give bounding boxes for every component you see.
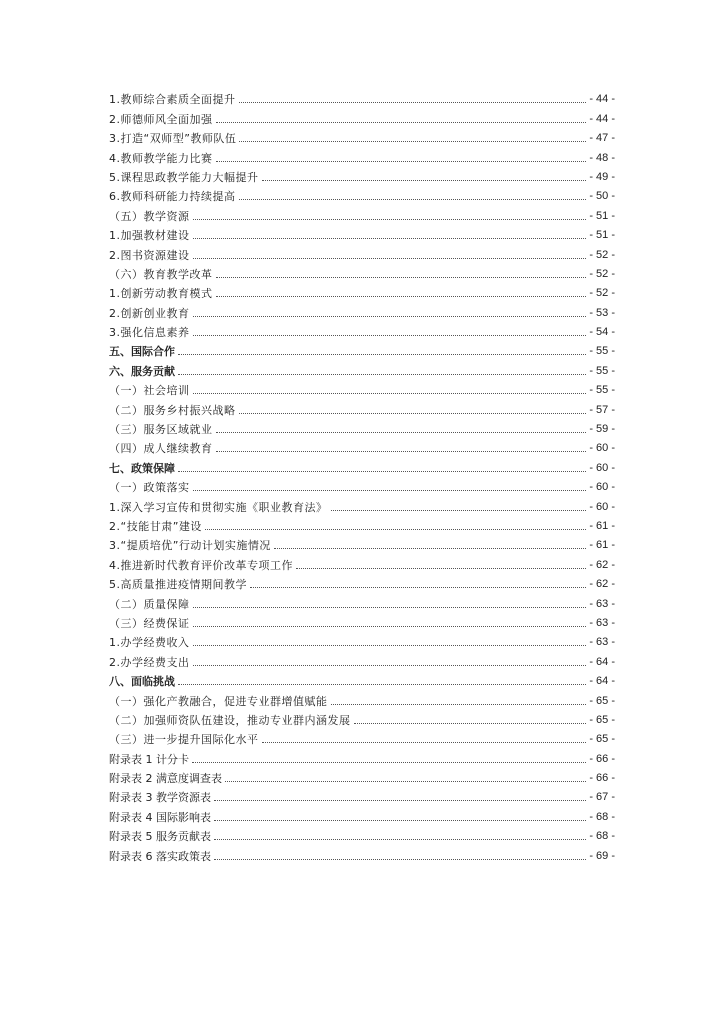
toc-entry-page-number: - 57 - <box>589 403 615 416</box>
toc-entry-title: 五、国际合作 <box>109 345 175 359</box>
toc-entry[interactable] <box>109 572 615 591</box>
toc-entry-page-number: - 50 - <box>589 190 615 203</box>
table-of-contents <box>109 87 615 863</box>
toc-entry-title: 5.课程思政教学能力大幅提升 <box>109 170 259 184</box>
dot-leader <box>262 742 587 743</box>
toc-entry[interactable] <box>109 106 615 125</box>
dot-leader <box>216 161 587 162</box>
toc-entry[interactable] <box>109 203 615 222</box>
dot-leader <box>178 471 586 472</box>
toc-entry[interactable] <box>109 688 615 707</box>
toc-entry-title: 1.教师综合素质全面提升 <box>109 93 236 107</box>
toc-entry-page-number: - 63 - <box>589 616 615 629</box>
toc-entry-title: 1.加强教材建设 <box>109 229 190 243</box>
toc-entry-page-number: - 51 - <box>589 209 615 222</box>
toc-entry[interactable] <box>109 358 615 377</box>
toc-entry[interactable] <box>109 455 615 474</box>
dot-leader <box>214 859 586 860</box>
toc-entry[interactable] <box>109 320 615 339</box>
toc-entry-title: 6.教师科研能力持续提高 <box>109 190 236 204</box>
toc-entry[interactable] <box>109 708 615 727</box>
toc-entry-page-number: - 44 - <box>589 93 615 106</box>
toc-entry[interactable] <box>109 514 615 533</box>
toc-entry-page-number: - 52 - <box>589 248 615 261</box>
toc-entry-title: 5.高质量推进疫情期间教学 <box>109 578 247 592</box>
toc-entry-page-number: - 52 - <box>589 267 615 280</box>
dot-leader <box>205 529 586 530</box>
toc-entry-page-number: - 55 - <box>589 345 615 358</box>
toc-entry-page-number: - 53 - <box>589 306 615 319</box>
toc-entry-title: （五）教学资源 <box>109 209 190 223</box>
toc-entry[interactable] <box>109 630 615 649</box>
dot-leader <box>192 762 586 763</box>
toc-entry[interactable] <box>109 436 615 455</box>
toc-entry[interactable] <box>109 184 615 203</box>
toc-entry-page-number: - 59 - <box>589 423 615 436</box>
toc-entry[interactable] <box>109 649 615 668</box>
toc-entry-page-number: - 63 - <box>589 597 615 610</box>
toc-entry[interactable] <box>109 611 615 630</box>
toc-entry-title: 七、政策保障 <box>109 461 175 475</box>
toc-entry-page-number: - 48 - <box>589 151 615 164</box>
toc-entry-title: 附录表 5 服务贡献表 <box>109 830 211 844</box>
toc-entry-page-number: - 60 - <box>589 500 615 513</box>
toc-entry[interactable] <box>109 281 615 300</box>
toc-entry-title: （四）成人继续教育 <box>109 442 213 456</box>
toc-entry-title: （二）质量保障 <box>109 597 190 611</box>
dot-leader <box>216 451 587 452</box>
toc-entry-title: 2.“技能甘肃”建设 <box>109 519 202 533</box>
toc-entry[interactable] <box>109 223 615 242</box>
dot-leader <box>178 684 586 685</box>
toc-entry-page-number: - 62 - <box>589 578 615 591</box>
toc-entry-title: 4.教师教学能力比赛 <box>109 151 213 165</box>
toc-entry[interactable] <box>109 87 615 106</box>
toc-entry-page-number: - 52 - <box>589 287 615 300</box>
toc-entry-page-number: - 66 - <box>589 752 615 765</box>
toc-entry-title: （三）进一步提升国际化水平 <box>109 733 259 747</box>
toc-entry[interactable] <box>109 475 615 494</box>
dot-leader <box>274 548 586 549</box>
toc-entry-title: 2.师德师风全面加强 <box>109 112 213 126</box>
toc-entry-title: 附录表 2 满意度调查表 <box>109 772 222 786</box>
dot-leader <box>331 704 587 705</box>
toc-entry[interactable] <box>109 378 615 397</box>
toc-entry[interactable] <box>109 669 615 688</box>
toc-entry[interactable] <box>109 533 615 552</box>
dot-leader <box>239 199 587 200</box>
toc-entry-title: 附录表 6 落实政策表 <box>109 849 211 863</box>
toc-entry-page-number: - 61 - <box>589 539 615 552</box>
toc-entry-page-number: - 64 - <box>589 655 615 668</box>
toc-entry[interactable] <box>109 165 615 184</box>
toc-entry[interactable] <box>109 824 615 843</box>
toc-entry[interactable] <box>109 300 615 319</box>
toc-entry-page-number: - 44 - <box>589 112 615 125</box>
dot-leader <box>216 432 587 433</box>
toc-entry-title: （二）加强师资队伍建设，推动专业群内涵发展 <box>109 713 351 727</box>
toc-entry[interactable] <box>109 766 615 785</box>
dot-leader <box>193 626 587 627</box>
toc-entry-title: （一）社会培训 <box>109 384 190 398</box>
dot-leader <box>239 413 587 414</box>
toc-entry[interactable] <box>109 727 615 746</box>
toc-entry[interactable] <box>109 494 615 513</box>
dot-leader <box>193 490 587 491</box>
toc-entry-title: 附录表 4 国际影响表 <box>109 810 211 824</box>
toc-entry-page-number: - 67 - <box>589 791 615 804</box>
dot-leader <box>193 219 587 220</box>
dot-leader <box>331 510 587 511</box>
toc-entry[interactable] <box>109 339 615 358</box>
toc-entry-title: 3.强化信息素养 <box>109 326 190 340</box>
toc-entry-title: 2.办学经费支出 <box>109 655 190 669</box>
toc-entry-title: 2.图书资源建设 <box>109 248 190 262</box>
dot-leader <box>193 665 587 666</box>
toc-entry-page-number: - 55 - <box>589 384 615 397</box>
toc-entry[interactable] <box>109 126 615 145</box>
dot-leader <box>354 723 587 724</box>
toc-entry-page-number: - 49 - <box>589 170 615 183</box>
toc-entry-title: 附录表 3 教学资源表 <box>109 791 211 805</box>
toc-entry[interactable] <box>109 397 615 416</box>
dot-leader <box>214 820 586 821</box>
toc-entry-page-number: - 64 - <box>589 675 615 688</box>
dot-leader <box>239 141 586 142</box>
dot-leader <box>193 316 587 317</box>
toc-entry-title: 2.创新创业教育 <box>109 306 190 320</box>
toc-entry-title: 1.创新劳动教育模式 <box>109 287 213 301</box>
dot-leader <box>214 800 586 801</box>
toc-entry-title: 1.办学经费收入 <box>109 636 190 650</box>
dot-leader <box>296 568 586 569</box>
toc-entry-page-number: - 54 - <box>589 326 615 339</box>
toc-entry-page-number: - 62 - <box>589 558 615 571</box>
toc-entry[interactable] <box>109 242 615 261</box>
toc-entry-title: （三）经费保证 <box>109 616 190 630</box>
toc-entry[interactable] <box>109 417 615 436</box>
toc-entry-title: （三）服务区域就业 <box>109 423 213 437</box>
toc-entry[interactable] <box>109 591 615 610</box>
toc-entry[interactable] <box>109 262 615 281</box>
dot-leader <box>239 102 587 103</box>
toc-entry-page-number: - 68 - <box>589 830 615 843</box>
toc-entry-page-number: - 60 - <box>589 481 615 494</box>
toc-entry-page-number: - 65 - <box>589 694 615 707</box>
toc-entry-title: （一）强化产教融合，促进专业群增值赋能 <box>109 694 328 708</box>
dot-leader <box>193 238 587 239</box>
toc-entry[interactable] <box>109 746 615 765</box>
toc-entry-page-number: - 51 - <box>589 229 615 242</box>
dot-leader <box>178 374 586 375</box>
toc-entry-title: 3.打造“双师型”教师队伍 <box>109 132 237 146</box>
toc-entry-title: 附录表 1 计分卡 <box>109 752 189 766</box>
toc-entry-page-number: - 66 - <box>589 772 615 785</box>
dot-leader <box>225 781 586 782</box>
toc-entry[interactable] <box>109 145 615 164</box>
toc-entry-title: 3.“提质培优”行动计划实施情况 <box>109 539 271 553</box>
toc-entry-page-number: - 65 - <box>589 733 615 746</box>
dot-leader <box>214 839 586 840</box>
toc-entry-title: 1.深入学习宣传和贯彻实施《职业教育法》 <box>109 500 328 514</box>
dot-leader <box>216 277 587 278</box>
toc-entry-title: 4.推进新时代教育评价改革专项工作 <box>109 558 293 572</box>
toc-entry-title: （一）政策落实 <box>109 481 190 495</box>
toc-entry[interactable] <box>109 785 615 804</box>
toc-entry-page-number: - 60 - <box>589 461 615 474</box>
toc-entry-title: （二）服务乡村振兴战略 <box>109 403 236 417</box>
toc-entry-page-number: - 47 - <box>589 132 615 145</box>
dot-leader <box>250 587 586 588</box>
toc-entry-page-number: - 65 - <box>589 713 615 726</box>
toc-entry-page-number: - 60 - <box>589 442 615 455</box>
dot-leader <box>216 122 587 123</box>
toc-entry-page-number: - 69 - <box>589 849 615 862</box>
dot-leader <box>193 393 587 394</box>
toc-entry-title: 八、面临挑战 <box>109 675 175 689</box>
toc-entry-page-number: - 61 - <box>589 519 615 532</box>
toc-entry[interactable] <box>109 804 615 823</box>
toc-entry-page-number: - 55 - <box>589 364 615 377</box>
dot-leader <box>178 354 586 355</box>
toc-entry[interactable] <box>109 552 615 571</box>
toc-entry-title: （六）教育教学改革 <box>109 267 213 281</box>
dot-leader <box>193 645 587 646</box>
dot-leader <box>193 335 587 336</box>
toc-entry-title: 六、服务贡献 <box>109 364 175 378</box>
toc-entry-page-number: - 63 - <box>589 636 615 649</box>
dot-leader <box>262 180 587 181</box>
dot-leader <box>193 258 587 259</box>
dot-leader <box>193 607 587 608</box>
dot-leader <box>216 296 587 297</box>
toc-entry[interactable] <box>109 843 615 862</box>
toc-entry-page-number: - 68 - <box>589 810 615 823</box>
